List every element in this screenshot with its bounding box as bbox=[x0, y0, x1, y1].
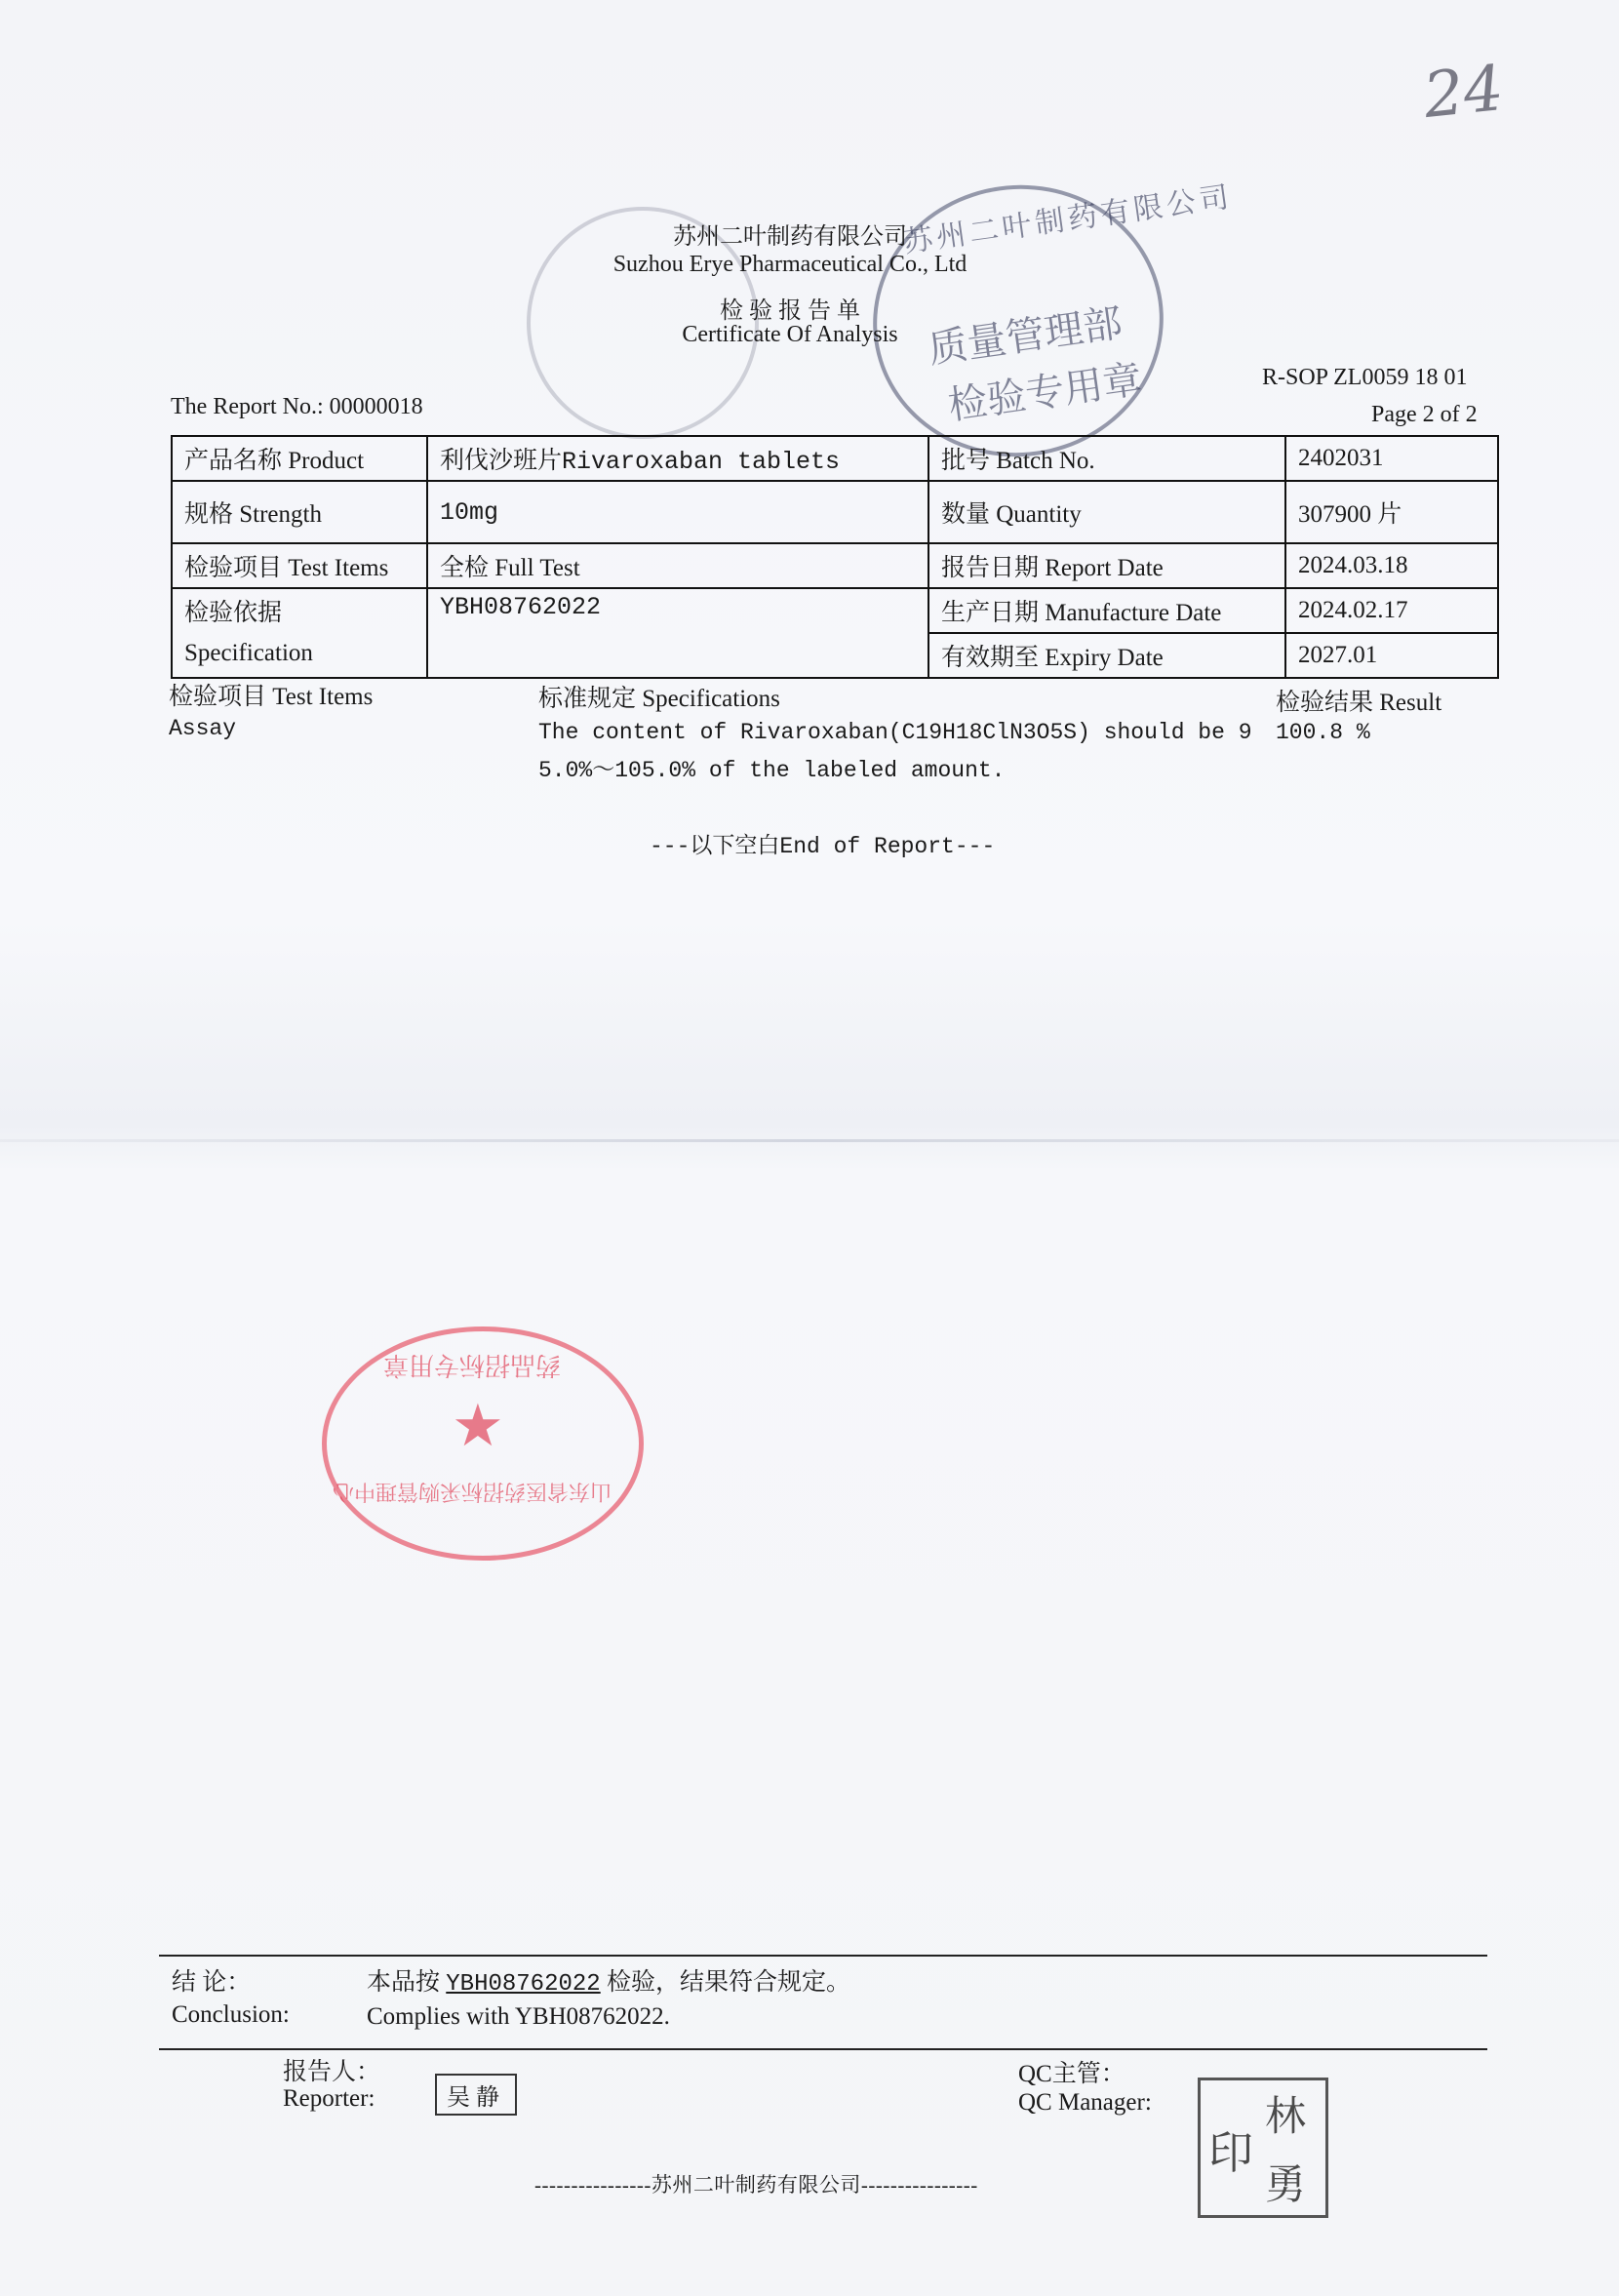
red-seal-ring-text: 山东省医药招标采购管理中心 bbox=[333, 1479, 612, 1503]
manufacture-date-value: 2024.02.17 bbox=[1285, 588, 1498, 633]
results-col-result: 检验结果 Result bbox=[1276, 690, 1442, 716]
test-items-label: 检验项目 Test Items bbox=[172, 543, 427, 588]
conclusion-cn-suffix: 检验，结果符合规定。 bbox=[606, 1969, 850, 1996]
specification-value: YBH08762022 bbox=[427, 588, 928, 678]
assay-spec-line2: 5.0%～105.0% of the labeled amount. bbox=[538, 758, 1006, 783]
strength-label: 规格 Strength bbox=[172, 481, 427, 543]
assay-item: Assay bbox=[169, 716, 237, 741]
qc-manager-seal bbox=[1198, 2078, 1328, 2218]
conclusion-text-cn bbox=[367, 1962, 850, 1998]
table-row bbox=[172, 588, 1498, 633]
quality-dept-seal-line1: 质量管理部 bbox=[926, 300, 1125, 373]
specification-label-en: Specification bbox=[184, 640, 313, 666]
company-name-en: Suzhou Erye Pharmaceutical Co., Ltd bbox=[612, 252, 967, 277]
conclusion-label-cn: 结 论： bbox=[172, 1969, 252, 1996]
seal-char-3: 印 bbox=[1208, 2126, 1253, 2179]
assay-spec-line1: The content of Rivaroxaban(C19H18ClN3O5S) should be 9 bbox=[538, 720, 1252, 745]
handwritten-page-number: 24 bbox=[1420, 52, 1508, 134]
expiry-date-label: 有效期至 Expiry Date bbox=[928, 633, 1285, 678]
table-row bbox=[172, 543, 1498, 588]
reporter-label-en: Reporter: bbox=[283, 2085, 375, 2112]
quality-dept-seal-line2: 检验专用章 bbox=[945, 357, 1145, 429]
red-seal-star: ★ bbox=[452, 1392, 504, 1460]
end-of-report: ---以下空白End of Report--- bbox=[650, 834, 996, 859]
results-col-spec: 标准规定 Specifications bbox=[538, 686, 780, 712]
footer-company: ----------------苏州二叶制药有限公司---------------- bbox=[534, 2173, 978, 2197]
conclusion-cn-prefix: 本品按 bbox=[367, 1969, 441, 1996]
manufacture-date-label: 生产日期 Manufacture Date bbox=[928, 588, 1285, 633]
seal-char-2: 勇 bbox=[1265, 2160, 1307, 2208]
qc-manager-label-cn: QC主管： bbox=[1018, 2061, 1125, 2087]
test-items-value: 全检 Full Test bbox=[427, 543, 928, 588]
report-date-label: 报告日期 Report Date bbox=[928, 543, 1285, 588]
company-name-cn: 苏州二叶制药有限公司 bbox=[673, 224, 907, 250]
conclusion-top-rule bbox=[159, 1955, 1487, 1957]
expiry-date-value: 2027.01 bbox=[1285, 633, 1498, 678]
product-info-table bbox=[171, 435, 1499, 679]
results-col-items: 检验项目 Test Items bbox=[169, 684, 374, 710]
product-value: 利伐沙班片Rivaroxaban tablets bbox=[427, 436, 928, 481]
specification-label-cell bbox=[172, 588, 427, 678]
page-indicator: Page 2 of 2 bbox=[1371, 402, 1478, 427]
report-number: The Report No.: 00000018 bbox=[171, 394, 423, 419]
red-tender-seal bbox=[322, 1326, 644, 1561]
strength-value: 10mg bbox=[427, 481, 928, 543]
conclusion-text-en: Complies with YBH08762022. bbox=[367, 2003, 670, 2030]
batch-value: 2402031 bbox=[1285, 436, 1498, 481]
seal-char-1: 林 bbox=[1265, 2092, 1307, 2140]
batch-label: 批号 Batch No. bbox=[928, 436, 1285, 481]
conclusion-cn-standard: YBH08762022 bbox=[446, 1971, 601, 1998]
specification-label-cn: 检验依据 bbox=[184, 600, 283, 626]
document-title-cn: 检 验 报 告 单 bbox=[720, 298, 860, 324]
product-label: 产品名称 Product bbox=[172, 436, 427, 481]
quantity-label: 数量 Quantity bbox=[928, 481, 1285, 543]
table-row bbox=[172, 481, 1498, 543]
red-seal-inner-text: 药品招标专用章 bbox=[383, 1350, 562, 1379]
quality-dept-seal-ring-text: 苏州二叶制药有限公司 bbox=[901, 179, 1235, 260]
assay-result: 100.8 % bbox=[1276, 720, 1370, 745]
table-row bbox=[172, 436, 1498, 481]
reporter-label-cn: 报告人： bbox=[283, 2059, 381, 2085]
quantity-value: 307900 片 bbox=[1285, 481, 1498, 543]
document-title-en: Certificate Of Analysis bbox=[682, 322, 898, 347]
qc-manager-label-en: QC Manager: bbox=[1018, 2089, 1152, 2116]
fold-line bbox=[0, 1139, 1619, 1142]
report-date-value: 2024.03.18 bbox=[1285, 543, 1498, 588]
conclusion-label-en: Conclusion: bbox=[172, 2001, 290, 2028]
conclusion-bottom-rule bbox=[159, 2048, 1487, 2050]
reporter-signature-stamp: 吴静 bbox=[435, 2074, 517, 2116]
document-code: R-SOP ZL0059 18 01 bbox=[1262, 365, 1468, 390]
